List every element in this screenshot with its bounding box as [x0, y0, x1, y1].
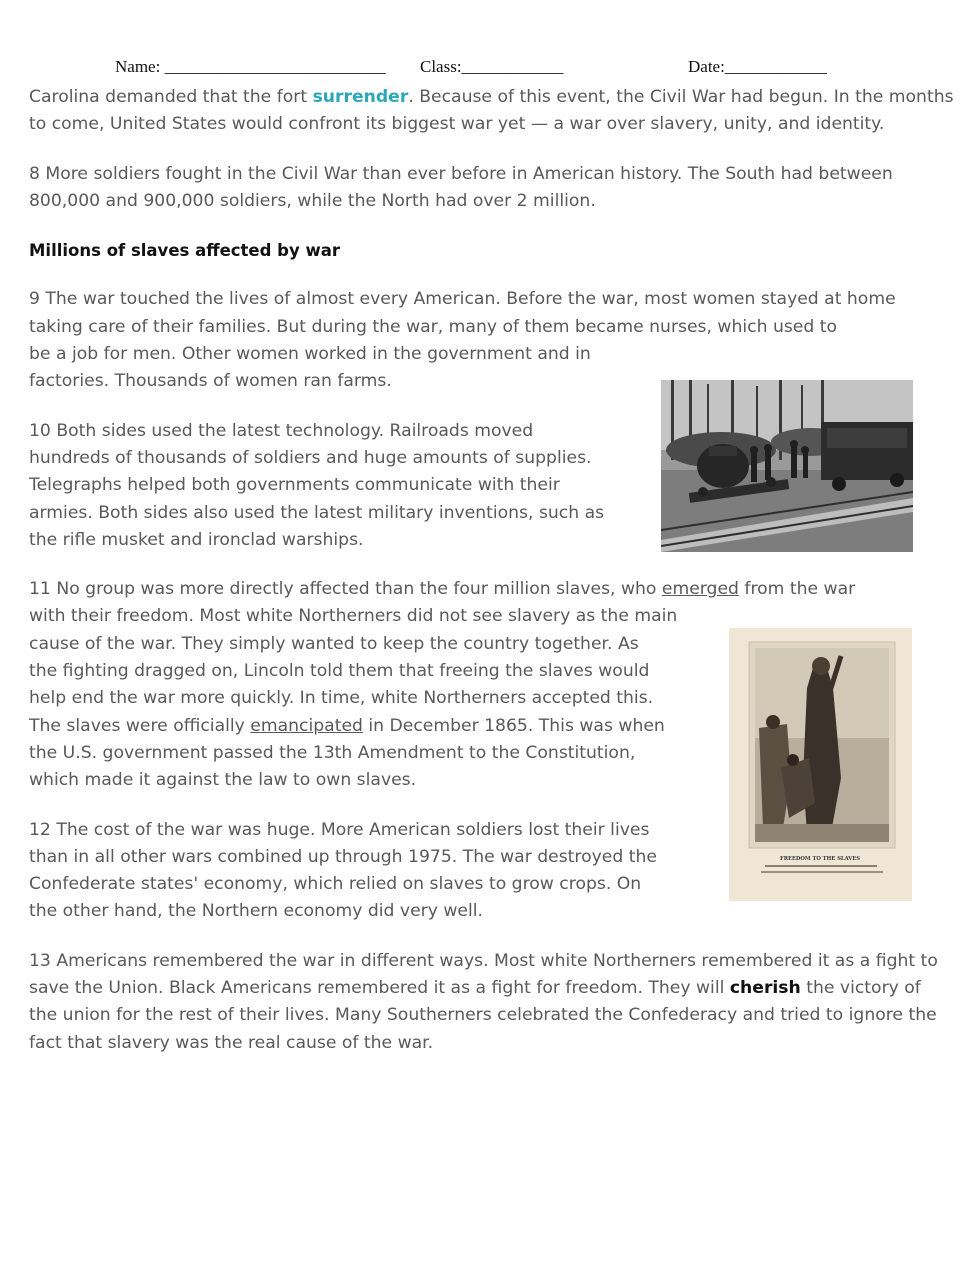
paragraph-intro: Carolina demanded that the fort surrender. Because of this event, the Civil War had begun. In the months to come, United States would confront its biggest war yet — a war over slavery, unity, and identity. — [29, 87, 954, 135]
section-heading: Millions of slaves affected by war — [29, 241, 341, 261]
vocab-word-emerged: emerged — [661, 579, 739, 600]
worksheet-header — [0, 57, 979, 79]
vocab-word-cherish: cherish — [729, 978, 801, 999]
paragraph-13: 13 Americans remembered the war in different ways. Most white Northerners remembered it as a fight to save the Union. Black Americans remembered it as a fight for freedom. They will cherish the victory of the union for the rest of their lives. Many Southerners celebrated the Confederacy and tried to ignore the fact that slavery was the real cause of the war. — [29, 950, 938, 1053]
class-field: Class:____________ — [420, 57, 564, 76]
paragraph-8: 8 More soldiers fought in the Civil War than ever before in American history. The South had between 800,000 and 900,000 soldiers, while the North had over 2 million. — [29, 163, 893, 211]
railroad-mortar-photo — [661, 380, 913, 552]
vocab-word-emancipated: emancipated — [250, 715, 363, 736]
vocab-word-surrender: surrender — [312, 87, 409, 107]
lithograph-caption: FREEDOM TO THE SLAVES — [780, 856, 860, 862]
paragraph-9: 9 The war touched the lives of almost every American. Before the war, most women stayed at home taking care of their families. But during the war, many of them became nurses, which used to be a job for men. Other women worked in the government and in factories. Thousands of women ran farms. — [29, 289, 896, 392]
paragraph-11: 11 No group was more directly affected than the four million slaves, who emerged from the war with their freedom. Most white Northerners did not see slavery as the main cause of the war. They simply wanted to keep the country together. As the fighting dragged on, Lincoln told them that freeing the slaves would help end the war more quickly. In time, white Northerners accepted this. The slaves were officially emancipated in December 1865. This was when the U.S. government passed the 13th Amendment to the Constitution, which made it against the law to own slaves. — [29, 579, 856, 791]
article-body — [29, 84, 954, 1079]
name-field: Name: __________________________ — [115, 57, 386, 76]
date-field: Date:____________ — [688, 57, 827, 76]
freedom-to-the-slaves-lithograph — [729, 628, 912, 901]
paragraph-10: 10 Both sides used the latest technology. Railroads moved hundreds of thousands of soldiers and huge amounts of supplies. Telegraphs helped both governments communicate with their armies. Both sides also used the latest military inventions, such as the rifle musket and ironclad warships. — [29, 420, 605, 550]
paragraph-12: 12 The cost of the war was huge. More American soldiers lost their lives than in all other wars combined up through 1975. The war destroyed the Confederate states' economy, which relied on slaves to grow crops. On the other hand, the Northern economy did very well. — [29, 819, 657, 922]
